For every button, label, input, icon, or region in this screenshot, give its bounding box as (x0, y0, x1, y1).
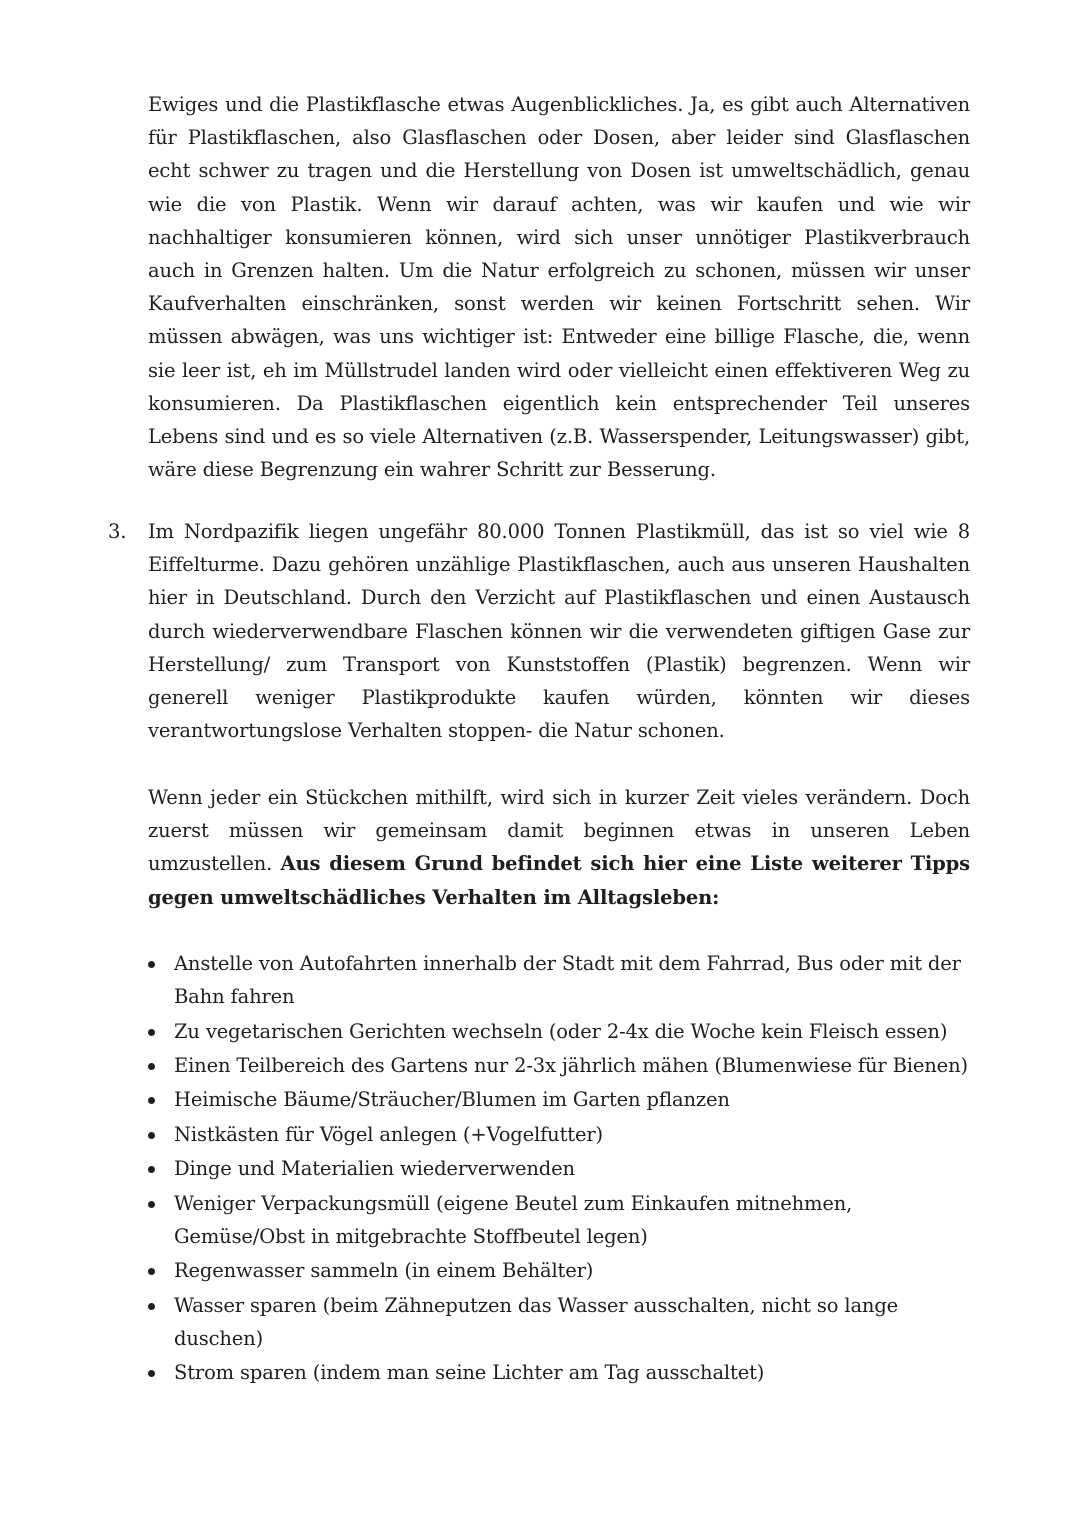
list-item (148, 1015, 970, 1048)
list-item (148, 1289, 970, 1355)
list-item-text: Wasser sparen (beim Zähneputzen das Wasser ausschalten, nicht so lange duschen) (174, 1293, 899, 1350)
bullet-icon (148, 1063, 155, 1070)
bullet-icon (148, 1303, 155, 1310)
paragraph-normal-text: Wenn jeder ein Stückchen mithilft, wird sich in kurzer Zeit vieles verändern. Doch zuerst müssen wir gemeinsam damit beginnen etwas in unseren Leben umzustellen. (148, 786, 970, 876)
list-item-text: Heimische Bäume/Sträucher/Blumen im Garten pflanzen (174, 1088, 730, 1112)
numbered-item-text: Im Nordpazifik liegen ungefähr 80.000 Tonnen Plastikmüll, das ist so viel wie 8 Eiffelturme. Dazu gehören unzählige Plastikflaschen, auch aus unseren Haushalten hier in Deutschland. Durch den Verzicht auf Plastikflaschen und einen Austausch durch wiederverwendbare Flaschen können wir die verwendeten giftigen Gase zur Herstellung/ zum Transport von Kunststoffen (Plastik) begrenzen. Wenn wir generell weniger Plastikprodukte kaufen würden, könnten wir dieses verantwortungslose Verhalten stoppen- die Natur schonen. (148, 520, 970, 743)
list-item-text: Strom sparen (indem man seine Lichter am Tag ausschaltet) (174, 1361, 765, 1385)
tips-list (148, 947, 970, 1391)
list-item (148, 1049, 970, 1082)
bullet-icon (148, 1029, 155, 1036)
bullet-icon (148, 1097, 155, 1104)
list-item (148, 1152, 970, 1185)
body-paragraph-call-to-action (148, 781, 970, 914)
list-item-text: Zu vegetarischen Gerichten wechseln (oder 2-4x die Woche kein Fleisch essen) (174, 1019, 948, 1043)
list-item-text: Anstelle von Autofahrten innerhalb der Stadt mit dem Fahrrad, Bus oder mit der Bahn fahren (174, 952, 961, 1009)
list-item-text: Regenwasser sammeln (in einem Behälter) (174, 1259, 594, 1283)
body-paragraph-alternatives: Ewiges und die Plastikflasche etwas Augenblickliches. Ja, es gibt auch Alternativen für Plastikflaschen, also Glasflaschen oder Dosen, aber leider sind Glasflaschen echt schwer zu tragen und die Herstellung von Dosen ist umweltschädlich, genau wie die von Plastik. Wenn wir darauf achten, was wir kaufen und wie wir nachhaltiger konsumieren können, wird sich unser unnötiger Plastikverbrauch auch in Grenzen halten. Um die Natur erfolgreich zu schonen, müssen wir unser Kaufverhalten einschränken, sonst werden wir keinen Fortschritt sehen. Wir müssen abwägen, was uns wichtiger ist: Entweder eine billige Flasche, die, wenn sie leer ist, eh im Müllstrudel landen wird oder vielleicht einen effektiveren Weg zu konsumieren. Da Plastikflaschen eigentlich kein entsprechender Teil unseres Lebens sind und es so viele Alternativen (z.B. Wasserspender, Leitungswasser) gibt, wäre diese Begrenzung ein wahrer Schritt zur Besserung. (148, 93, 970, 482)
list-item (148, 947, 970, 1013)
bullet-icon (148, 1201, 155, 1208)
list-number: 3. (108, 520, 127, 543)
bullet-icon (148, 1268, 155, 1275)
list-item (148, 1083, 970, 1116)
bullet-icon (148, 1370, 155, 1377)
numbered-item-3 (108, 515, 970, 747)
list-item (148, 1118, 970, 1151)
list-item-text: Einen Teilbereich des Gartens nur 2-3x jährlich mähen (Blumenwiese für Bienen) (174, 1053, 968, 1077)
list-item-text: Weniger Verpackungsmüll (eigene Beutel zum Einkaufen mitnehmen, Gemüse/Obst in mitgebrachte Stoffbeutel legen) (174, 1191, 853, 1248)
list-item (148, 1187, 970, 1253)
list-item (148, 1356, 970, 1389)
list-item-text: Dinge und Materialien wiederverwenden (174, 1157, 575, 1181)
list-item (148, 1254, 970, 1287)
list-item-text: Nistkästen für Vögel anlegen (+Vogelfutter) (174, 1122, 603, 1146)
bullet-icon (148, 961, 155, 968)
paragraph-bold-text: Aus diesem Grund befindet sich hier eine Liste weiterer Tipps gegen umweltschädliches Verhalten im Alltagsleben: (148, 852, 970, 909)
bullet-icon (148, 1132, 155, 1139)
bullet-icon (148, 1166, 155, 1173)
